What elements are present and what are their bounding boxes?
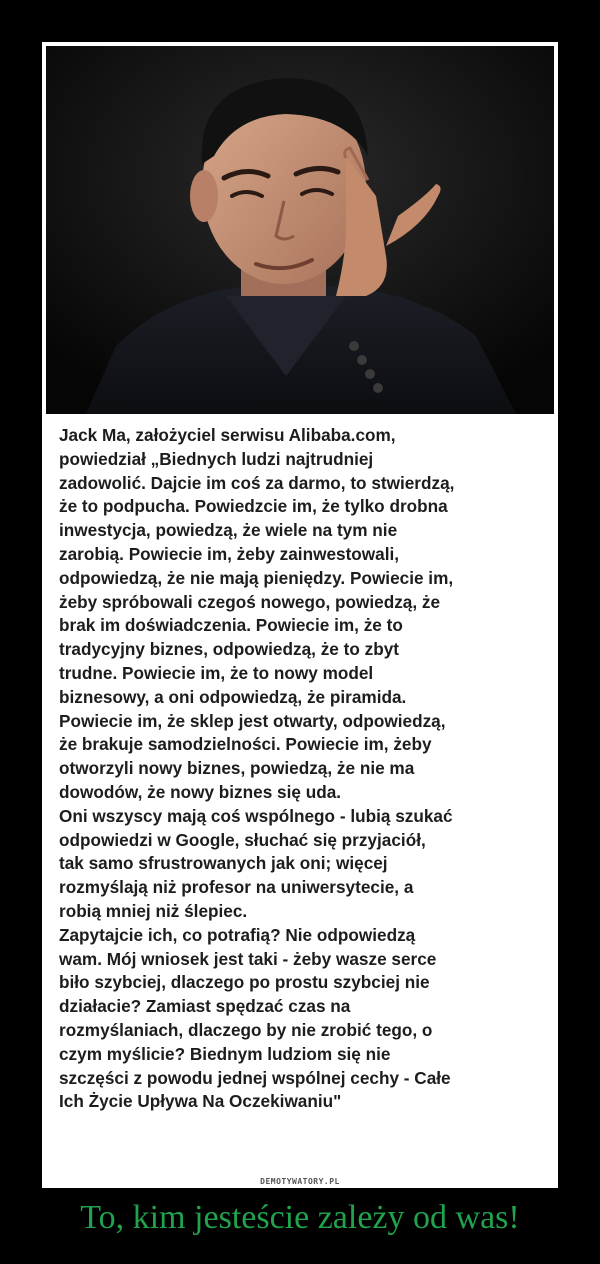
quote-line: tak samo sfrustrowanych jak oni; więcej	[59, 853, 388, 874]
quote-line: biło szybciej, dlaczego po prostu szybciej nie	[59, 972, 430, 993]
quote-line: tradycyjny biznes, odpowiedzą, że to zbyt	[59, 639, 399, 660]
quote-line: Powiecie im, że sklep jest otwarty, odpowiedzą,	[59, 710, 446, 731]
quote-line: czym myślicie? Biednym ludziom się nie	[59, 1043, 391, 1064]
quote-line: odpowiedzą, że nie mają pieniędzy. Powiecie im,	[59, 567, 454, 588]
quote-panel	[46, 414, 554, 1184]
quote-line: że to podpucha. Powiedzcie im, że tylko drobna	[59, 496, 448, 517]
quote-line: że brakuje samodzielności. Powiecie im, żeby	[59, 734, 432, 755]
quote-line: Zapytajcie ich, co potrafią? Nie odpowiedzą	[59, 924, 416, 945]
quote-line: rozmyślaniach, dlaczego by nie zrobić tego, o	[59, 1019, 433, 1040]
quote-line: powiedział „Biednych ludzi najtrudniej	[59, 448, 374, 469]
quote-line: Jack Ma, założyciel serwisu Alibaba.com,	[59, 425, 396, 445]
quote-line: otworzyli nowy biznes, powiedzą, że nie ma	[59, 758, 415, 779]
quote-line: robią mniej niż ślepiec.	[59, 900, 248, 921]
quote-line: zarobią. Powiecie im, żeby zainwestowali,	[59, 543, 400, 564]
quote-line: szczęści z powodu jednej wspólnej cechy - Całe	[59, 1067, 451, 1088]
quote-line: odpowiedzi w Google, słuchać się przyjaciół,	[59, 829, 426, 850]
quote-line: Ich Życie Upływa Na Oczekiwaniu"	[59, 1091, 342, 1112]
portrait-illustration	[46, 46, 554, 414]
quote-line: trudne. Powiecie im, że to nowy model	[59, 662, 374, 683]
quote-line: rozmyślają niż profesor na uniwersytecie, a	[59, 877, 414, 898]
quote-line: Oni wszyscy mają coś wspólnego - lubią szukać	[59, 805, 453, 826]
quote-line: brak im doświadczenia. Powiecie im, że to	[59, 615, 403, 636]
portrait-photo	[46, 46, 554, 414]
site-watermark: DEMOTYWATORY.PL	[260, 1177, 340, 1186]
poster-caption: To, kim jesteście zależy od was!	[80, 1199, 520, 1236]
quote-line: inwestycja, powiedzą, że wiele na tym nie	[59, 520, 398, 541]
quote-line: biznesowy, a oni odpowiedzą, że piramida.	[59, 686, 407, 707]
poster-frame	[42, 42, 558, 1188]
quote-line: żeby spróbowali czegoś nowego, powiedzą, że	[59, 591, 441, 612]
quote-line: wam. Mój wniosek jest taki - żeby wasze serce	[59, 948, 437, 969]
quote-line: dowodów, że nowy biznes się uda.	[59, 781, 342, 802]
quote-line: działacie? Zamiast spędzać czas na	[59, 996, 351, 1017]
quote-line: zadowolić. Dajcie im coś za darmo, to stwierdzą,	[59, 472, 455, 493]
quote-text	[59, 424, 549, 1114]
